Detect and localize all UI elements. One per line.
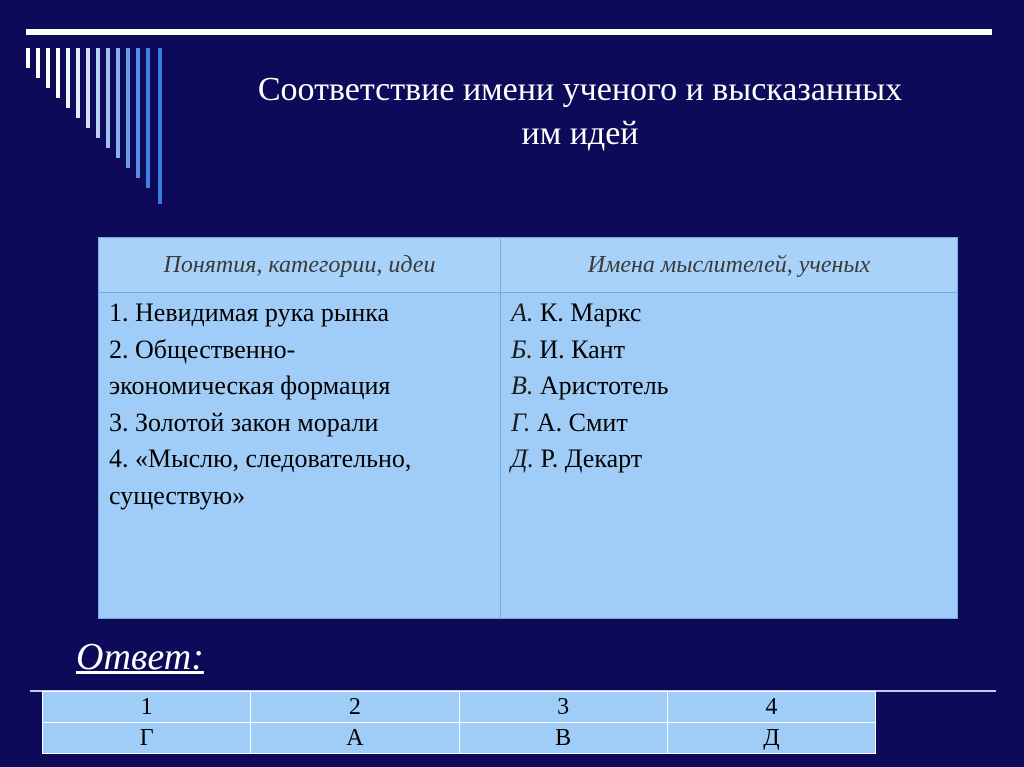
answer-letter-cell: А [251,723,459,754]
slide-title [170,68,990,156]
stripe [96,48,100,138]
header-ideas: Понятия, категории, идеи [99,238,501,293]
thinker-name: И. Кант [539,334,625,364]
title-line-1: Соответствие имени ученого и высказанных [257,71,903,108]
thinker-letter: А. [511,298,534,327]
stripe [106,48,110,148]
answer-number-cell: 2 [251,692,459,723]
stripe [56,48,60,98]
thinker-letter: В. [511,371,534,400]
answer-letter-cell: В [459,723,667,754]
stripe [36,48,40,78]
answer-label: Ответ: [76,636,204,678]
thinker-item-g [511,405,947,442]
table-body-row [99,293,958,619]
idea-item-1: 1. Невидимая рука рынка [109,298,390,327]
table-header-row [99,238,958,293]
stripe [76,48,80,118]
thinker-name: К. Маркс [539,298,642,327]
thinker-letter: Б. [511,334,533,364]
thinker-item-b [511,332,947,369]
thinker-name: А. Смит [536,407,628,437]
stripe [86,48,90,128]
matching-table [98,237,958,619]
ideas-cell [99,293,501,619]
thinker-name: Р. Декарт [540,444,643,473]
idea-item-3: 3. Золотой закон морали [109,407,379,437]
answer-letter-cell: Д [667,723,875,754]
answer-letters-row [43,723,876,754]
stripe [26,48,30,68]
stripe [158,48,162,204]
thinker-item-a [511,295,947,332]
thinker-item-v [511,368,947,405]
thinkers-cell [501,293,958,619]
answer-number-cell: 4 [667,692,875,723]
thinker-item-d [511,441,947,478]
stripe [66,48,70,108]
answer-letter-cell: Г [43,723,251,754]
answer-numbers-row [43,692,876,723]
answer-number-cell: 1 [43,692,251,723]
answer-number-cell: 3 [459,692,667,723]
idea-item-2a: 2. Общественно- [109,334,296,364]
decorative-stripes [0,0,180,220]
thinker-letter: Д. [511,444,535,473]
idea-item-2b: экономическая формация [109,371,391,400]
idea-item-4b: существую» [109,480,246,510]
header-thinkers: Имена мыслителей, ученых [501,238,958,293]
stripe [126,48,130,168]
stripe [146,48,150,188]
answer-table [42,691,876,754]
stripe [46,48,50,88]
thinker-letter: Г. [511,407,531,437]
title-line-2: им идей [521,115,639,152]
stripe [116,48,120,158]
idea-item-4a: 4. «Мыслю, следовательно, [109,444,412,473]
thinker-name: Аристотель [539,371,669,400]
stripe [136,48,140,178]
